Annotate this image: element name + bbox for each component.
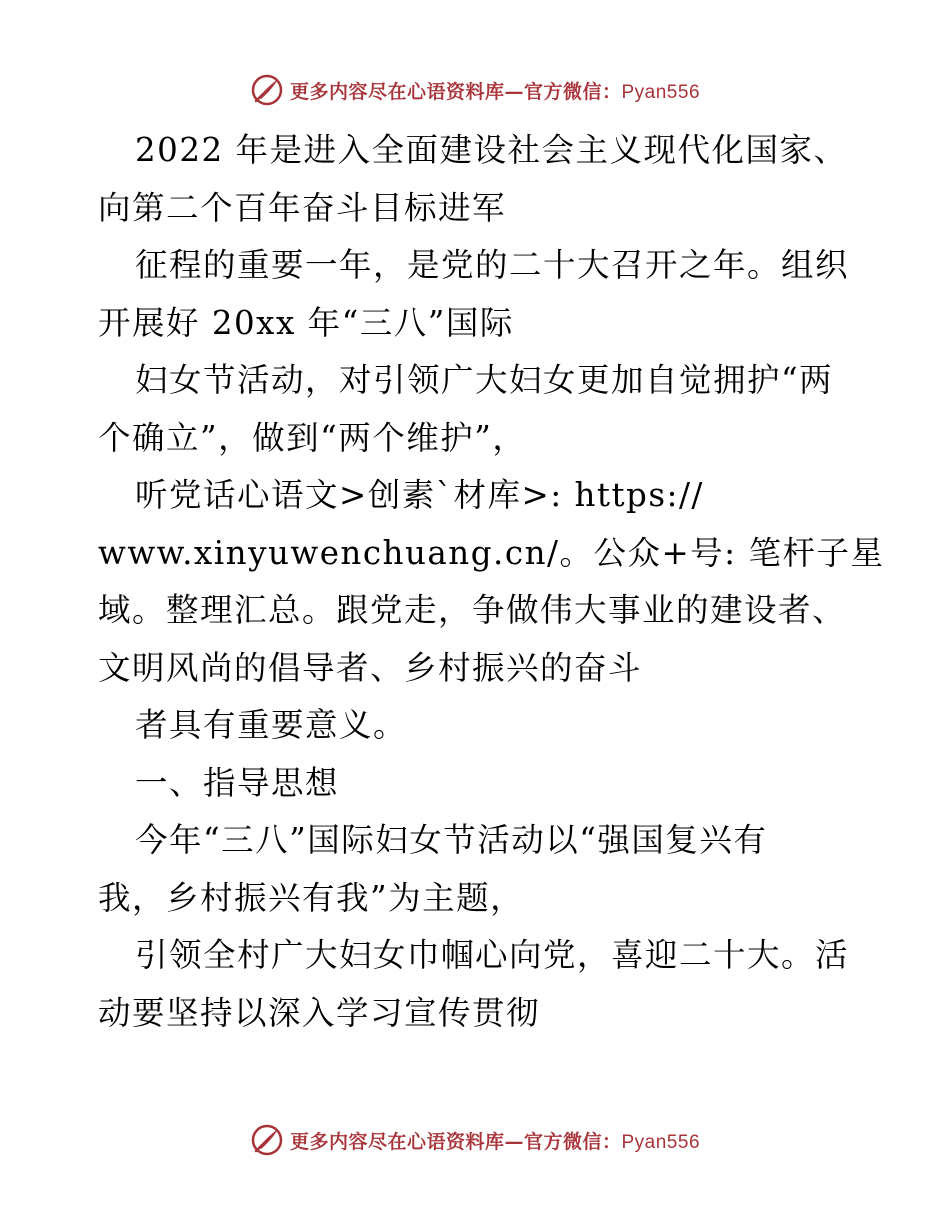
text-line: 向第二个百年奋斗目标进军 (98, 188, 507, 227)
text-line: 个确立”，做到“两个维护”， (98, 418, 527, 457)
text-line: 引领全村广大妇女巾帼心向党，喜迎二十大。活 (135, 936, 850, 974)
text-line: www.xinyuwenchuang.cn/。公众+号: 笔杆子星 (98, 533, 885, 572)
quill-pen-icon (250, 73, 284, 107)
text-line: 妇女节活动，对引领广大妇女更加自觉拥护“两 (135, 361, 834, 399)
text-line: 动要坚持以深入学习宣传贯彻 (98, 993, 541, 1032)
section-heading: 一、指导思想 (135, 763, 340, 802)
watermark-account: Pyan556 (621, 81, 701, 103)
document-body (98, 122, 885, 1042)
quill-pen-icon (250, 1123, 284, 1157)
text-line: 征程的重要一年，是党的二十大召开之年。组织 (135, 246, 850, 284)
text-line: 今年“三八”国际妇女节活动以“强国复兴有 (135, 821, 768, 859)
text-line: 者具有重要意义。 (135, 706, 408, 744)
text-line: 听党话心语文>创素`材库>: https:// (135, 476, 704, 514)
text-line: 我，乡村振兴有我”为主题， (98, 878, 525, 917)
text-line: 开展好 20xx 年“三八”国际 (98, 303, 514, 342)
text-line: 文明风尚的倡导者、乡村振兴的奋斗 (98, 648, 643, 687)
watermark-account: Pyan556 (621, 1131, 701, 1153)
header-watermark (0, 70, 950, 110)
text-line: 2022 年是进入全面建设社会主义现代化国家、 (135, 131, 848, 169)
watermark-text: 更多内容尽在心语资料库—官方微信：Pyan556 (289, 1130, 701, 1153)
footer-watermark (0, 1120, 950, 1160)
text-line: 域。整理汇总。跟党走，争做伟大事业的建设者、 (98, 591, 847, 629)
watermark-text: 更多内容尽在心语资料库—官方微信：Pyan556 (289, 80, 701, 103)
